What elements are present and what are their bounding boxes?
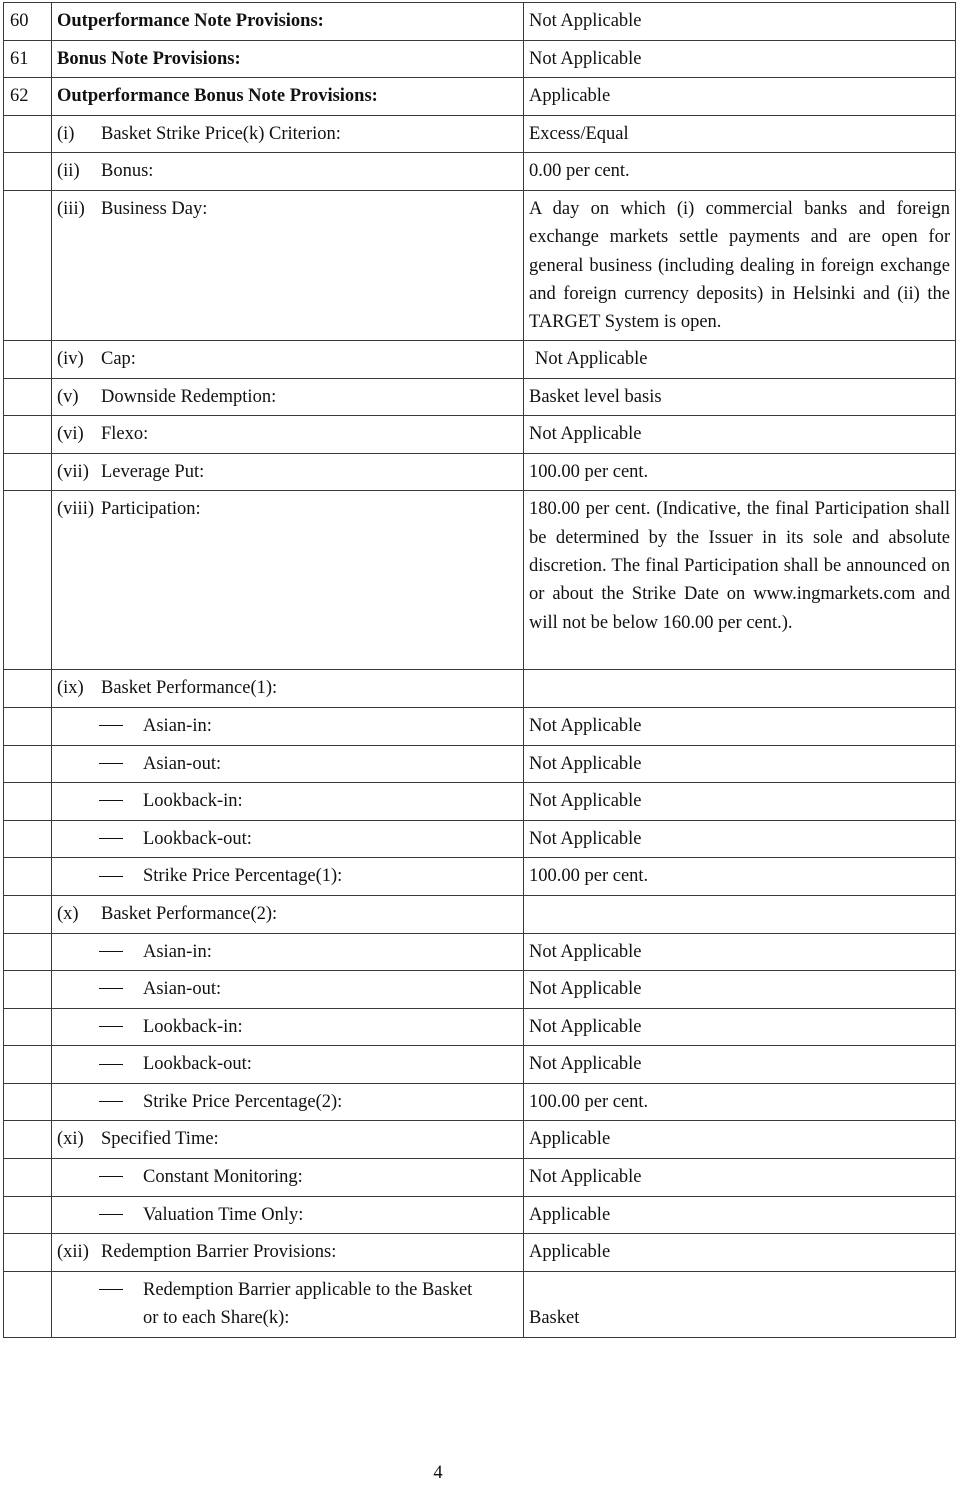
item-roman: (ii) [57, 161, 80, 182]
table-row [4, 971, 956, 1009]
provisions-table [3, 2, 956, 1338]
item-label-text: Specified Time: [101, 1129, 219, 1150]
table-row [4, 858, 956, 896]
item-label-text: Redemption Barrier Provisions: [101, 1242, 337, 1263]
dash-bullet [99, 800, 123, 801]
item-roman: (i) [57, 123, 75, 144]
table-row [4, 1046, 956, 1084]
item-value: Applicable [524, 1121, 956, 1159]
row-value: Not Applicable [524, 40, 956, 78]
table-row [4, 78, 956, 116]
item-label [52, 340, 524, 378]
table-row [4, 190, 956, 340]
sub-item-label-text: Asian-in: [143, 941, 212, 962]
item-roman: (vi) [57, 424, 84, 445]
empty-cell [4, 1121, 52, 1159]
sub-item-label-text: Asian-in: [143, 715, 212, 736]
empty-cell [4, 453, 52, 491]
item-roman: (ix) [57, 678, 84, 699]
dash-bullet [99, 763, 123, 764]
item-label-text: Business Day: [101, 198, 208, 219]
sub-item-label-text: Strike Price Percentage(1): [143, 866, 343, 887]
item-label [52, 190, 524, 340]
sub-item-label [52, 745, 524, 783]
row-value: Not Applicable [524, 3, 956, 41]
item-value: 0.00 per cent. [524, 153, 956, 191]
sub-item-value: Not Applicable [524, 1159, 956, 1197]
item-value: Not Applicable [524, 416, 956, 454]
empty-cell [4, 190, 52, 340]
item-label [52, 153, 524, 191]
table-row [4, 895, 956, 933]
dash-bullet [99, 1176, 123, 1177]
item-label [52, 491, 524, 670]
item-label-text: Leverage Put: [101, 461, 205, 482]
empty-cell [4, 1234, 52, 1272]
sub-item-label [52, 933, 524, 971]
table-row [4, 1234, 956, 1272]
empty-cell [4, 378, 52, 416]
sub-item-label [52, 1271, 524, 1337]
dash-bullet [99, 876, 123, 877]
empty-cell [4, 1046, 52, 1084]
item-value: Basket level basis [524, 378, 956, 416]
sub-item-value: Not Applicable [524, 820, 956, 858]
sub-item-label-text: Asian-out: [143, 753, 222, 774]
item-label [52, 1234, 524, 1272]
table-row [4, 416, 956, 454]
item-value: Not Applicable [524, 340, 956, 378]
sub-item-label-text: Lookback-out: [143, 828, 252, 849]
table-row [4, 1083, 956, 1121]
empty-cell [4, 491, 52, 670]
item-label [52, 416, 524, 454]
sub-item-label [52, 1008, 524, 1046]
table-row [4, 1159, 956, 1197]
item-roman: (v) [57, 386, 79, 407]
item-label [52, 670, 524, 708]
empty-cell [4, 1196, 52, 1234]
sub-item-value: Not Applicable [524, 1008, 956, 1046]
table-row [4, 707, 956, 745]
item-value: A day on which (i) commercial banks and foreign exchange markets settle payments and are open for general business (including dealing in foreign exchange and foreign currency deposits) in Helsinki and (ii) the TARGET System is open. [524, 190, 956, 340]
row-value: Applicable [524, 78, 956, 116]
table-row [4, 1271, 956, 1337]
table-row [4, 153, 956, 191]
empty-cell [4, 783, 52, 821]
row-number: 61 [4, 40, 52, 78]
item-label-text: Flexo: [101, 424, 149, 445]
item-label-text: Participation: [101, 499, 201, 520]
item-label-text: Downside Redemption: [101, 386, 277, 407]
table-row [4, 670, 956, 708]
sub-item-value: Not Applicable [524, 707, 956, 745]
table-row [4, 1121, 956, 1159]
empty-cell [4, 670, 52, 708]
sub-item-value: 100.00 per cent. [524, 1083, 956, 1121]
sub-item-label [52, 1046, 524, 1084]
row-label: Bonus Note Provisions: [52, 40, 524, 78]
table-row [4, 453, 956, 491]
item-roman: (xi) [57, 1129, 84, 1150]
empty-cell [4, 153, 52, 191]
item-value [524, 895, 956, 933]
table-row [4, 491, 956, 670]
dash-bullet [99, 725, 123, 726]
item-label [52, 453, 524, 491]
empty-cell [4, 745, 52, 783]
sub-item-label-text: Redemption Barrier applicable to the Basket [143, 1279, 473, 1300]
dash-bullet [99, 838, 123, 839]
sub-item-label-text: Valuation Time Only: [143, 1204, 304, 1225]
row-label: Outperformance Bonus Note Provisions: [52, 78, 524, 116]
item-label [52, 115, 524, 153]
empty-cell [4, 933, 52, 971]
dash-bullet [99, 1214, 123, 1215]
dash-bullet [99, 1289, 123, 1290]
table-row [4, 1196, 956, 1234]
item-roman: (x) [57, 903, 79, 924]
sub-item-value: Applicable [524, 1196, 956, 1234]
item-label-text: Basket Performance(2): [101, 903, 278, 924]
empty-cell [4, 1083, 52, 1121]
item-label-text: Bonus: [101, 161, 154, 182]
sub-item-value: Not Applicable [524, 1046, 956, 1084]
item-value: Excess/Equal [524, 115, 956, 153]
sub-item-label [52, 783, 524, 821]
row-number: 62 [4, 78, 52, 116]
item-roman: (viii) [57, 499, 94, 520]
item-label-text: Cap: [101, 348, 136, 369]
item-roman: (iv) [57, 348, 84, 369]
item-roman: (xii) [57, 1242, 89, 1263]
empty-cell [4, 416, 52, 454]
table-row [4, 783, 956, 821]
empty-cell [4, 115, 52, 153]
empty-cell [4, 820, 52, 858]
sub-item-value: Not Applicable [524, 783, 956, 821]
sub-item-value: Basket [524, 1271, 956, 1337]
item-label-text: Basket Performance(1): [101, 678, 278, 699]
sub-item-label-text: Lookback-in: [143, 1016, 243, 1037]
row-number: 60 [4, 3, 52, 41]
item-label-text: Basket Strike Price(k) Criterion: [101, 123, 341, 144]
row-label: Outperformance Note Provisions: [52, 3, 524, 41]
sub-item-label [52, 1083, 524, 1121]
item-value: Applicable [524, 1234, 956, 1272]
table-row [4, 340, 956, 378]
sub-item-label [52, 1159, 524, 1197]
item-roman: (vii) [57, 461, 89, 482]
table-row [4, 933, 956, 971]
item-label [52, 378, 524, 416]
item-label [52, 1121, 524, 1159]
sub-item-value: Not Applicable [524, 971, 956, 1009]
sub-item-value: Not Applicable [524, 745, 956, 783]
item-value [524, 670, 956, 708]
sub-item-label-text: Constant Monitoring: [143, 1167, 303, 1188]
table-row [4, 3, 956, 41]
sub-item-label [52, 1196, 524, 1234]
dash-bullet [99, 1026, 123, 1027]
sub-item-value: 100.00 per cent. [524, 858, 956, 896]
sub-item-label [52, 858, 524, 896]
item-label [52, 895, 524, 933]
item-value: 100.00 per cent. [524, 453, 956, 491]
table-row [4, 115, 956, 153]
empty-cell [4, 340, 52, 378]
dash-bullet [99, 1064, 123, 1065]
table-row [4, 745, 956, 783]
table-row [4, 378, 956, 416]
sub-item-label-text: Strike Price Percentage(2): [143, 1091, 343, 1112]
empty-cell [4, 1271, 52, 1337]
table-row [4, 820, 956, 858]
item-value: 180.00 per cent. (Indicative, the final Participation shall be determined by the Issuer in its sole and absolute discretion. The final Participation shall be announced on or about the Strike Date on www.ingmarkets.com and will not be below 160.00 per cent.). [524, 491, 956, 670]
sub-item-value: Not Applicable [524, 933, 956, 971]
empty-cell [4, 971, 52, 1009]
empty-cell [4, 1159, 52, 1197]
sub-item-label-text: Asian-out: [143, 979, 222, 1000]
table-row [4, 40, 956, 78]
item-roman: (iii) [57, 198, 85, 219]
sub-item-label [52, 707, 524, 745]
empty-cell [4, 707, 52, 745]
sub-item-label-text: or to each Share(k): [143, 1308, 290, 1329]
sub-item-label-text: Lookback-out: [143, 1054, 252, 1075]
dash-bullet [99, 988, 123, 989]
empty-cell [4, 895, 52, 933]
dash-bullet [99, 1101, 123, 1102]
empty-cell [4, 1008, 52, 1046]
dash-bullet [99, 951, 123, 952]
sub-item-label [52, 820, 524, 858]
table-row [4, 1008, 956, 1046]
page-number: 4 [433, 1463, 443, 1483]
sub-item-label [52, 971, 524, 1009]
sub-item-label-text: Lookback-in: [143, 791, 243, 812]
empty-cell [4, 858, 52, 896]
